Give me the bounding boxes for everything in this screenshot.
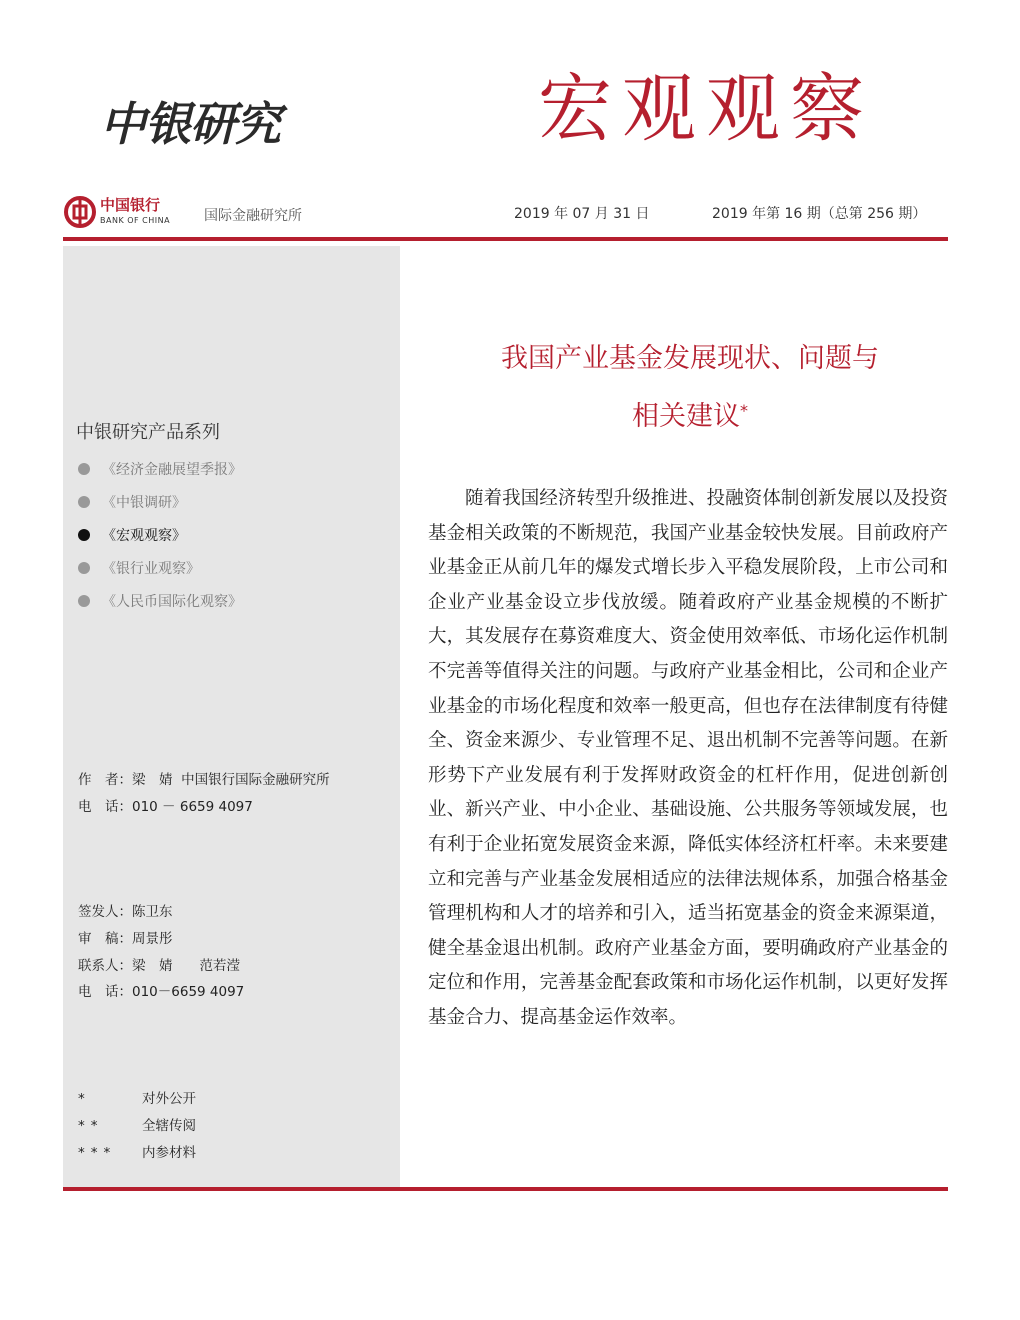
contacts-line: 联系人：梁 婧 范若滢 xyxy=(78,958,240,974)
sidebar-panel xyxy=(63,246,400,1188)
header-rule xyxy=(63,237,948,241)
bank-logo xyxy=(64,194,184,230)
series-item: 《经济金融展望季报》 xyxy=(78,459,242,479)
bullet-icon xyxy=(78,595,90,607)
series-item-active: 《宏观观察》 xyxy=(78,525,186,545)
series-item: 《中银调研》 xyxy=(78,492,186,512)
series-title: 中银研究产品系列 xyxy=(76,422,220,443)
bullet-icon xyxy=(78,496,90,508)
footer-rule xyxy=(63,1187,948,1191)
reviewer-line: 审 稿：周景彤 xyxy=(78,931,173,947)
institute-name: 国际金融研究所 xyxy=(204,208,302,224)
bullet-icon xyxy=(78,562,90,574)
bank-name-en: BANK OF CHINA xyxy=(100,216,171,225)
legend-item: *** 内参材料 xyxy=(78,1145,196,1161)
bullet-icon xyxy=(78,529,90,541)
article-abstract: 随着我国经济转型升级推进、投融资体制创新发展以及投资基金相关政策的不断规范，我国产业基金较快发展。目前政府产业基金正从前几年的爆发式增长步入平稳发展阶段，上市公司和企业产业基金设立步伐放缓。随着政府产业基金规模的不断扩大，其发展存在募资难度大、资金使用效率低、市场化运作机制不完善等值得关注的问题。与政府产业基金相比，公司和企业产业基金的市场化程度和效率一般更高，但也存在法律制度有待健全、资金来源少、专业管理不足、退出机制不完善等问题。在新形势下产业发展有利于发挥财政资金的杠杆作用，促进创新创业、新兴产业、中小企业、基础设施、公共服务等领域发展，也有利于企业拓宽发展资金来源，降低实体经济杠杆率。未来要建立和完善与产业基金发展相适应的法律法规体系，加强合格基金管理机构和人才的培养和引入，适当拓宽基金的资金来源渠道，健全基金退出机制。政府产业基金方面，要明确政府产业基金的定位和作用，完善基金配套政策和市场化运作机制，以更好发挥基金合力、提高基金运作效率。 xyxy=(428,488,948,1028)
signer-line: 签发人：陈卫东 xyxy=(78,904,173,920)
title-footnote-mark: * xyxy=(740,401,748,420)
author-line: 作 者：梁 婧 中国银行国际金融研究所 xyxy=(78,772,330,788)
article-title-line2: 相关建议* xyxy=(632,401,748,432)
publish-date: 2019 年 07 月 31 日 xyxy=(514,206,650,222)
author-phone: 电 话：010 － 6659 4097 xyxy=(78,799,253,815)
brand-logo: 中银研究 xyxy=(100,97,280,151)
legend-item: ** 全辖传阅 xyxy=(78,1118,196,1134)
series-item: 《人民币国际化观察》 xyxy=(78,591,242,611)
issue-number: 2019 年第 16 期（总第 256 期） xyxy=(712,206,927,222)
boc-emblem-icon xyxy=(64,196,96,228)
contact-phone: 电 话：010－6659 4097 xyxy=(78,984,245,1000)
series-item: 《银行业观察》 xyxy=(78,558,200,578)
publication-title: 宏观观察 xyxy=(538,66,874,152)
article-title xyxy=(420,330,960,446)
legend-item: * 对外公开 xyxy=(78,1091,196,1107)
bank-name-cn: 中国银行 xyxy=(100,196,161,214)
bullet-icon xyxy=(78,463,90,475)
article-title-line1: 我国产业基金发展现状、问题与 xyxy=(501,343,879,374)
